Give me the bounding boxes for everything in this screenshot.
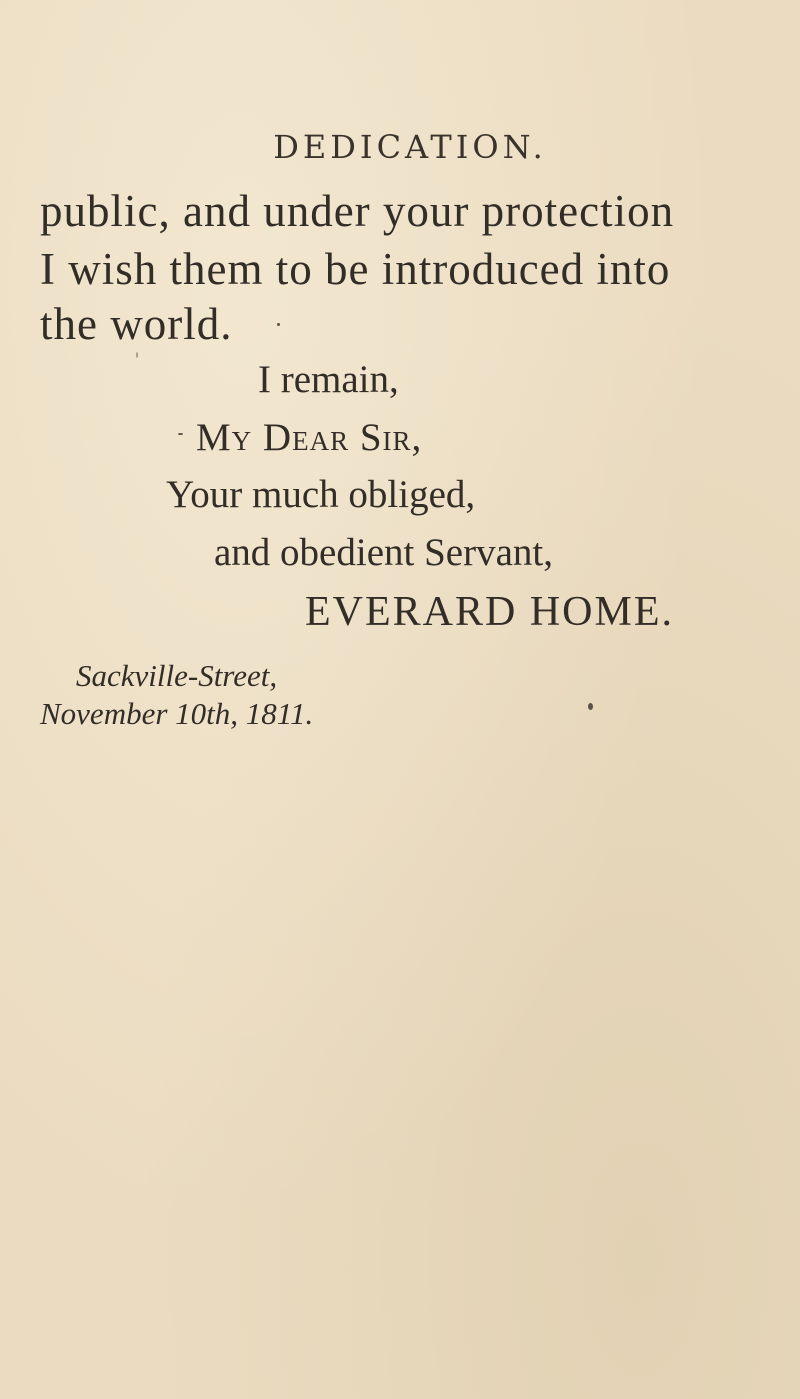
signature: EVERARD HOME. bbox=[305, 589, 674, 635]
place-line: Sackville-Street, bbox=[76, 658, 278, 693]
paper-speck bbox=[588, 703, 593, 710]
body-line-1: public, and under your protection bbox=[40, 186, 675, 236]
paper-speck bbox=[136, 352, 138, 358]
paper-speck bbox=[277, 323, 280, 326]
body-line-2: I wish them to be introduced into bbox=[40, 244, 671, 294]
body-line-3: the world. bbox=[40, 299, 233, 349]
closing-remain: I remain, bbox=[258, 358, 399, 401]
closing-servant: and obedient Servant, bbox=[214, 531, 553, 574]
paper-speck bbox=[178, 433, 183, 435]
closing-salutation: My Dear Sir, bbox=[196, 416, 423, 459]
date-line: November 10th, 1811. bbox=[40, 696, 314, 731]
page-heading: DEDICATION. bbox=[273, 128, 547, 166]
closing-obliged: Your much obliged, bbox=[166, 473, 476, 516]
